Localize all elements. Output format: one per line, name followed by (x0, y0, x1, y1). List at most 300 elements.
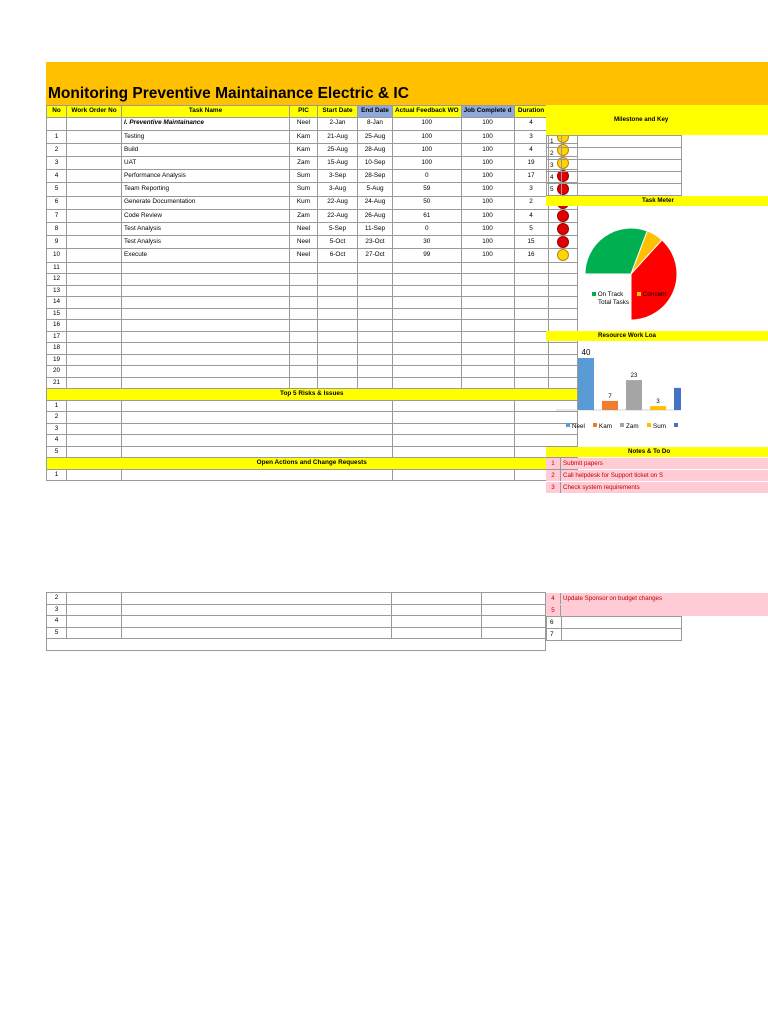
table-cell (122, 274, 290, 286)
job-completed-cell: 100 (461, 157, 514, 170)
table-cell (514, 262, 548, 274)
table-cell (358, 297, 393, 309)
col-header: End Date (358, 106, 393, 118)
milestone-number: 1 (547, 136, 562, 148)
start-date-cell: 5-Oct (318, 236, 358, 249)
start-date-cell: 6-Oct (318, 249, 358, 262)
task-name-cell: Performance Analysis (122, 170, 290, 183)
actual-feedback-cell: 0 (393, 223, 462, 236)
col-header: Duration (514, 106, 548, 118)
table-cell (461, 331, 514, 343)
table-cell (393, 400, 515, 412)
table-cell (67, 366, 122, 378)
bar (674, 388, 681, 410)
table-cell (393, 262, 462, 274)
table-cell (358, 308, 393, 320)
table-cell (290, 274, 318, 286)
table-cell (482, 627, 546, 639)
table-cell (122, 412, 393, 424)
milestone-number: 6 (547, 617, 562, 629)
row-number: 9 (47, 236, 67, 249)
notes-header: Notes & To Do (546, 447, 768, 457)
table-cell (393, 412, 515, 424)
job-completed-cell: 100 (461, 117, 514, 130)
row-number: 10 (47, 249, 67, 262)
table-cell (461, 285, 514, 297)
pic-cell: Kam (290, 130, 318, 143)
table-row (47, 223, 578, 236)
end-date-cell: 8-Jan (358, 117, 393, 130)
table-cell (318, 354, 358, 366)
row-number: 2 (47, 593, 67, 605)
table-cell (290, 320, 318, 332)
table-row (47, 297, 578, 309)
table-cell (122, 627, 392, 639)
table-cell (461, 274, 514, 286)
milestone-cell (562, 629, 682, 641)
table-row (47, 236, 578, 249)
table-cell (67, 262, 122, 274)
actual-feedback-cell: 50 (393, 196, 462, 209)
table-cell (122, 435, 393, 447)
row-number: 19 (47, 354, 67, 366)
col-header: Job Complete d (461, 106, 514, 118)
table-cell (290, 366, 318, 378)
row-number: 2 (47, 412, 67, 424)
work-order-cell (67, 236, 122, 249)
start-date-cell: 15-Aug (318, 157, 358, 170)
row-number: 5 (47, 446, 67, 458)
table-cell (290, 297, 318, 309)
data-label: 3 (656, 399, 660, 406)
end-date-cell: 11-Sep (358, 223, 393, 236)
start-date-cell: 5-Sep (318, 223, 358, 236)
table-cell (461, 262, 514, 274)
table-row (47, 593, 546, 605)
table-cell (122, 343, 290, 355)
table-cell (514, 343, 548, 355)
row-number: 17 (47, 331, 67, 343)
task-name-cell: UAT (122, 157, 290, 170)
duration-cell: 3 (514, 130, 548, 143)
actual-feedback-cell: 100 (393, 130, 462, 143)
table-row (47, 183, 578, 196)
table-row (47, 117, 578, 130)
pic-cell: Kam (290, 143, 318, 156)
task-table (46, 105, 578, 481)
table-cell (482, 593, 546, 605)
note-number: 3 (546, 482, 561, 493)
legend-label: Kam (599, 423, 612, 430)
end-date-cell: 23-Oct (358, 236, 393, 249)
note-text: Submit papers (563, 460, 603, 467)
task-meter-header: Task Meter (546, 196, 768, 206)
duration-cell: 4 (514, 117, 548, 130)
table-row (47, 262, 578, 274)
row-number: 5 (47, 627, 67, 639)
duration-cell: 2 (514, 196, 548, 209)
actual-feedback-cell: 30 (393, 236, 462, 249)
table-cell (67, 331, 122, 343)
row-number (47, 117, 67, 130)
table-cell (393, 423, 515, 435)
task-name-cell: Code Review (122, 209, 290, 222)
milestone-cell (562, 148, 682, 160)
duration-cell: 5 (514, 223, 548, 236)
top-banner (46, 62, 768, 83)
actual-feedback-cell: 99 (393, 249, 462, 262)
table-cell (122, 400, 393, 412)
table-row (47, 331, 578, 343)
task-name-cell: Build (122, 143, 290, 156)
table-cell (358, 320, 393, 332)
start-date-cell: 25-Aug (318, 143, 358, 156)
table-cell (393, 377, 462, 389)
legend-label: Sum (653, 423, 666, 430)
table-cell (67, 285, 122, 297)
duration-cell: 4 (514, 143, 548, 156)
table-cell (514, 285, 548, 297)
milestone-cell (562, 136, 682, 148)
note-number: 2 (546, 470, 561, 481)
start-date-cell: 3-Aug (318, 183, 358, 196)
milestone-number: 3 (547, 160, 562, 172)
table-row (47, 616, 546, 628)
start-date-cell: 22-Aug (318, 196, 358, 209)
table-row (47, 423, 578, 435)
job-completed-cell: 100 (461, 170, 514, 183)
legend-swatch (674, 423, 678, 427)
table-cell (318, 331, 358, 343)
bar (650, 406, 666, 410)
table-cell (461, 354, 514, 366)
job-completed-cell: 100 (461, 209, 514, 222)
table-row (47, 627, 546, 639)
job-completed-cell: 100 (461, 130, 514, 143)
work-order-cell (67, 157, 122, 170)
actions-header: Open Actions and Change Requests (47, 458, 578, 470)
table-cell (358, 377, 393, 389)
task-table-header (47, 106, 578, 118)
table-cell (67, 377, 122, 389)
row-number: 21 (47, 377, 67, 389)
duration-cell: 3 (514, 183, 548, 196)
row-number: 6 (47, 196, 67, 209)
note-item (546, 482, 768, 493)
table-cell (67, 308, 122, 320)
work-order-cell (67, 196, 122, 209)
table-cell (393, 343, 462, 355)
note-text: Call helpdesk for Support ticket on S (563, 472, 664, 479)
table-row (47, 446, 578, 458)
row-number: 1 (47, 469, 67, 481)
work-order-cell (67, 117, 122, 130)
pic-cell: Neel (290, 236, 318, 249)
start-date-cell: 22-Aug (318, 209, 358, 222)
duration-cell: 17 (514, 170, 548, 183)
milestone-cell (562, 160, 682, 172)
table-cell (393, 308, 462, 320)
task-name-cell: Execute (122, 249, 290, 262)
task-name-cell: Test Analysis (122, 223, 290, 236)
row-number: 15 (47, 308, 67, 320)
pic-cell: Neel (290, 223, 318, 236)
milestone-number: 7 (547, 629, 562, 641)
table-row (47, 157, 578, 170)
note-number: 5 (546, 605, 561, 616)
task-name-cell: Team Reporting (122, 183, 290, 196)
job-completed-cell: 100 (461, 223, 514, 236)
table-cell (122, 354, 290, 366)
table-cell (67, 400, 122, 412)
work-order-cell (67, 143, 122, 156)
row-number: 4 (47, 435, 67, 447)
table-cell (67, 423, 122, 435)
actual-feedback-cell: 100 (393, 157, 462, 170)
duration-cell: 4 (514, 209, 548, 222)
table-cell (67, 627, 122, 639)
milestone-row (547, 184, 682, 196)
note-item (546, 605, 768, 616)
table-row (47, 209, 578, 222)
table-cell (122, 616, 392, 628)
legend-swatch (637, 292, 641, 296)
note-item (546, 458, 768, 469)
table-cell (67, 446, 122, 458)
table-cell (393, 446, 515, 458)
row-number: 8 (47, 223, 67, 236)
milestone-number: 5 (547, 184, 562, 196)
table-cell (482, 616, 546, 628)
task-meter-legend: On Track Concern Total Tasks (592, 291, 667, 307)
table-cell (358, 354, 393, 366)
table-cell (67, 297, 122, 309)
table-cell (514, 308, 548, 320)
table-cell (318, 308, 358, 320)
end-date-cell: 26-Aug (358, 209, 393, 222)
row-number: 4 (47, 170, 67, 183)
table-cell (122, 377, 290, 389)
work-order-cell (67, 170, 122, 183)
row-number: 16 (47, 320, 67, 332)
start-date-cell: 21-Aug (318, 130, 358, 143)
col-header: Start Date (318, 106, 358, 118)
legend-swatch (566, 423, 570, 427)
milestone-number: 4 (547, 172, 562, 184)
table-row (47, 170, 578, 183)
workload-header: Resource Work Loa (546, 331, 768, 341)
pic-cell: Sum (290, 170, 318, 183)
milestone-row (547, 160, 682, 172)
table-cell (67, 435, 122, 447)
table-cell (318, 285, 358, 297)
row-number: 5 (47, 183, 67, 196)
end-date-cell: 10-Sep (358, 157, 393, 170)
table-cell (393, 354, 462, 366)
table-cell (122, 604, 392, 616)
table-cell (290, 308, 318, 320)
table-cell (318, 320, 358, 332)
col-header: Actual Feedback WO (393, 106, 462, 118)
milestone-row (547, 617, 682, 629)
row-number: 12 (47, 274, 67, 286)
pic-cell: Zam (290, 157, 318, 170)
milestone-row (547, 148, 682, 160)
work-order-cell (67, 183, 122, 196)
table-cell (122, 446, 393, 458)
pic-cell: Sum (290, 183, 318, 196)
milestone-row (547, 629, 682, 641)
row-number: 1 (47, 400, 67, 412)
table-cell (122, 285, 290, 297)
table-cell (461, 377, 514, 389)
table-cell (392, 604, 482, 616)
pic-cell: Kum (290, 196, 318, 209)
table-cell (67, 320, 122, 332)
milestones-table (546, 135, 682, 196)
table-cell (514, 297, 548, 309)
table-cell (393, 435, 515, 447)
end-date-cell: 28-Sep (358, 170, 393, 183)
table-cell (393, 285, 462, 297)
table-cell (290, 331, 318, 343)
table-cell (122, 469, 393, 481)
milestone-cell (562, 184, 682, 196)
job-completed-cell: 100 (461, 143, 514, 156)
table-cell (393, 320, 462, 332)
table-cell (122, 593, 392, 605)
start-date-cell: 3-Sep (318, 170, 358, 183)
table-cell (358, 262, 393, 274)
start-date-cell: 2-Jan (318, 117, 358, 130)
table-cell (514, 331, 548, 343)
row-number: 18 (47, 343, 67, 355)
table-cell (514, 354, 548, 366)
table-cell (67, 354, 122, 366)
data-label: 23 (630, 373, 638, 380)
task-name-cell: Generate Documentation (122, 196, 290, 209)
row-number: 14 (47, 297, 67, 309)
table-cell (122, 320, 290, 332)
table-row (47, 130, 578, 143)
table-cell (514, 377, 548, 389)
table-cell (122, 366, 290, 378)
table-cell (67, 412, 122, 424)
table-row (47, 285, 578, 297)
row-number: 1 (47, 130, 67, 143)
table-row (47, 308, 578, 320)
col-header: Work Order No (67, 106, 122, 118)
table-cell (290, 343, 318, 355)
legend-label: Zam (626, 423, 639, 430)
table-cell (67, 274, 122, 286)
table-cell (358, 331, 393, 343)
table-row (47, 249, 578, 262)
col-header: Task Name (122, 106, 290, 118)
end-date-cell: 27-Oct (358, 249, 393, 262)
row-number: 7 (47, 209, 67, 222)
table-cell (392, 616, 482, 628)
page-title: Monitoring Preventive Maintainance Electric & IC (46, 83, 768, 105)
row-number: 13 (47, 285, 67, 297)
actual-feedback-cell: 0 (393, 170, 462, 183)
col-header: No (47, 106, 67, 118)
table-cell (67, 343, 122, 355)
job-completed-cell: 100 (461, 249, 514, 262)
row-number: 4 (47, 616, 67, 628)
table-cell (318, 377, 358, 389)
risks-header-row (47, 389, 578, 401)
table-cell (392, 593, 482, 605)
milestone-row (547, 136, 682, 148)
table-row (47, 469, 578, 481)
end-date-cell: 28-Aug (358, 143, 393, 156)
table-cell (122, 297, 290, 309)
table-cell (290, 354, 318, 366)
actual-feedback-cell: 59 (393, 183, 462, 196)
table-row (47, 343, 578, 355)
work-order-cell (67, 209, 122, 222)
table-cell (358, 343, 393, 355)
note-text: Update Sponsor on budget changes (563, 595, 663, 602)
table-cell (393, 274, 462, 286)
table-cell (358, 274, 393, 286)
table-cell (67, 469, 122, 481)
note-number: 4 (546, 593, 561, 604)
table-row (47, 143, 578, 156)
table-cell (290, 377, 318, 389)
note-item (546, 593, 768, 605)
table-cell (461, 308, 514, 320)
actual-feedback-cell: 100 (393, 143, 462, 156)
row-number: 11 (47, 262, 67, 274)
end-date-cell: 5-Aug (358, 183, 393, 196)
col-header: PIC (290, 106, 318, 118)
table-cell (122, 262, 290, 274)
table-cell (318, 262, 358, 274)
milestone-row (547, 172, 682, 184)
table-cell (290, 285, 318, 297)
actions-table-continued (46, 592, 546, 651)
pic-cell: Neel (290, 117, 318, 130)
row-number: 20 (47, 366, 67, 378)
legend-label: Neel (572, 423, 585, 430)
table-cell (122, 331, 290, 343)
row-number: 3 (47, 157, 67, 170)
table-row (47, 639, 546, 651)
note-item (546, 470, 768, 481)
table-row (47, 274, 578, 286)
legend-swatch (647, 423, 651, 427)
table-row (47, 377, 578, 389)
table-cell (393, 297, 462, 309)
pic-cell: Zam (290, 209, 318, 222)
bar (578, 358, 594, 410)
row-number: 3 (47, 604, 67, 616)
workload-chart (546, 342, 681, 442)
work-order-cell (67, 249, 122, 262)
actions-header-row (47, 458, 578, 470)
job-completed-cell: 100 (461, 236, 514, 249)
table-cell (461, 343, 514, 355)
task-name-cell: Test Analysis (122, 236, 290, 249)
legend-swatch (593, 423, 597, 427)
table-row (47, 320, 578, 332)
bar (626, 380, 642, 410)
table-row (47, 354, 578, 366)
table-row (47, 412, 578, 424)
table-cell (461, 297, 514, 309)
